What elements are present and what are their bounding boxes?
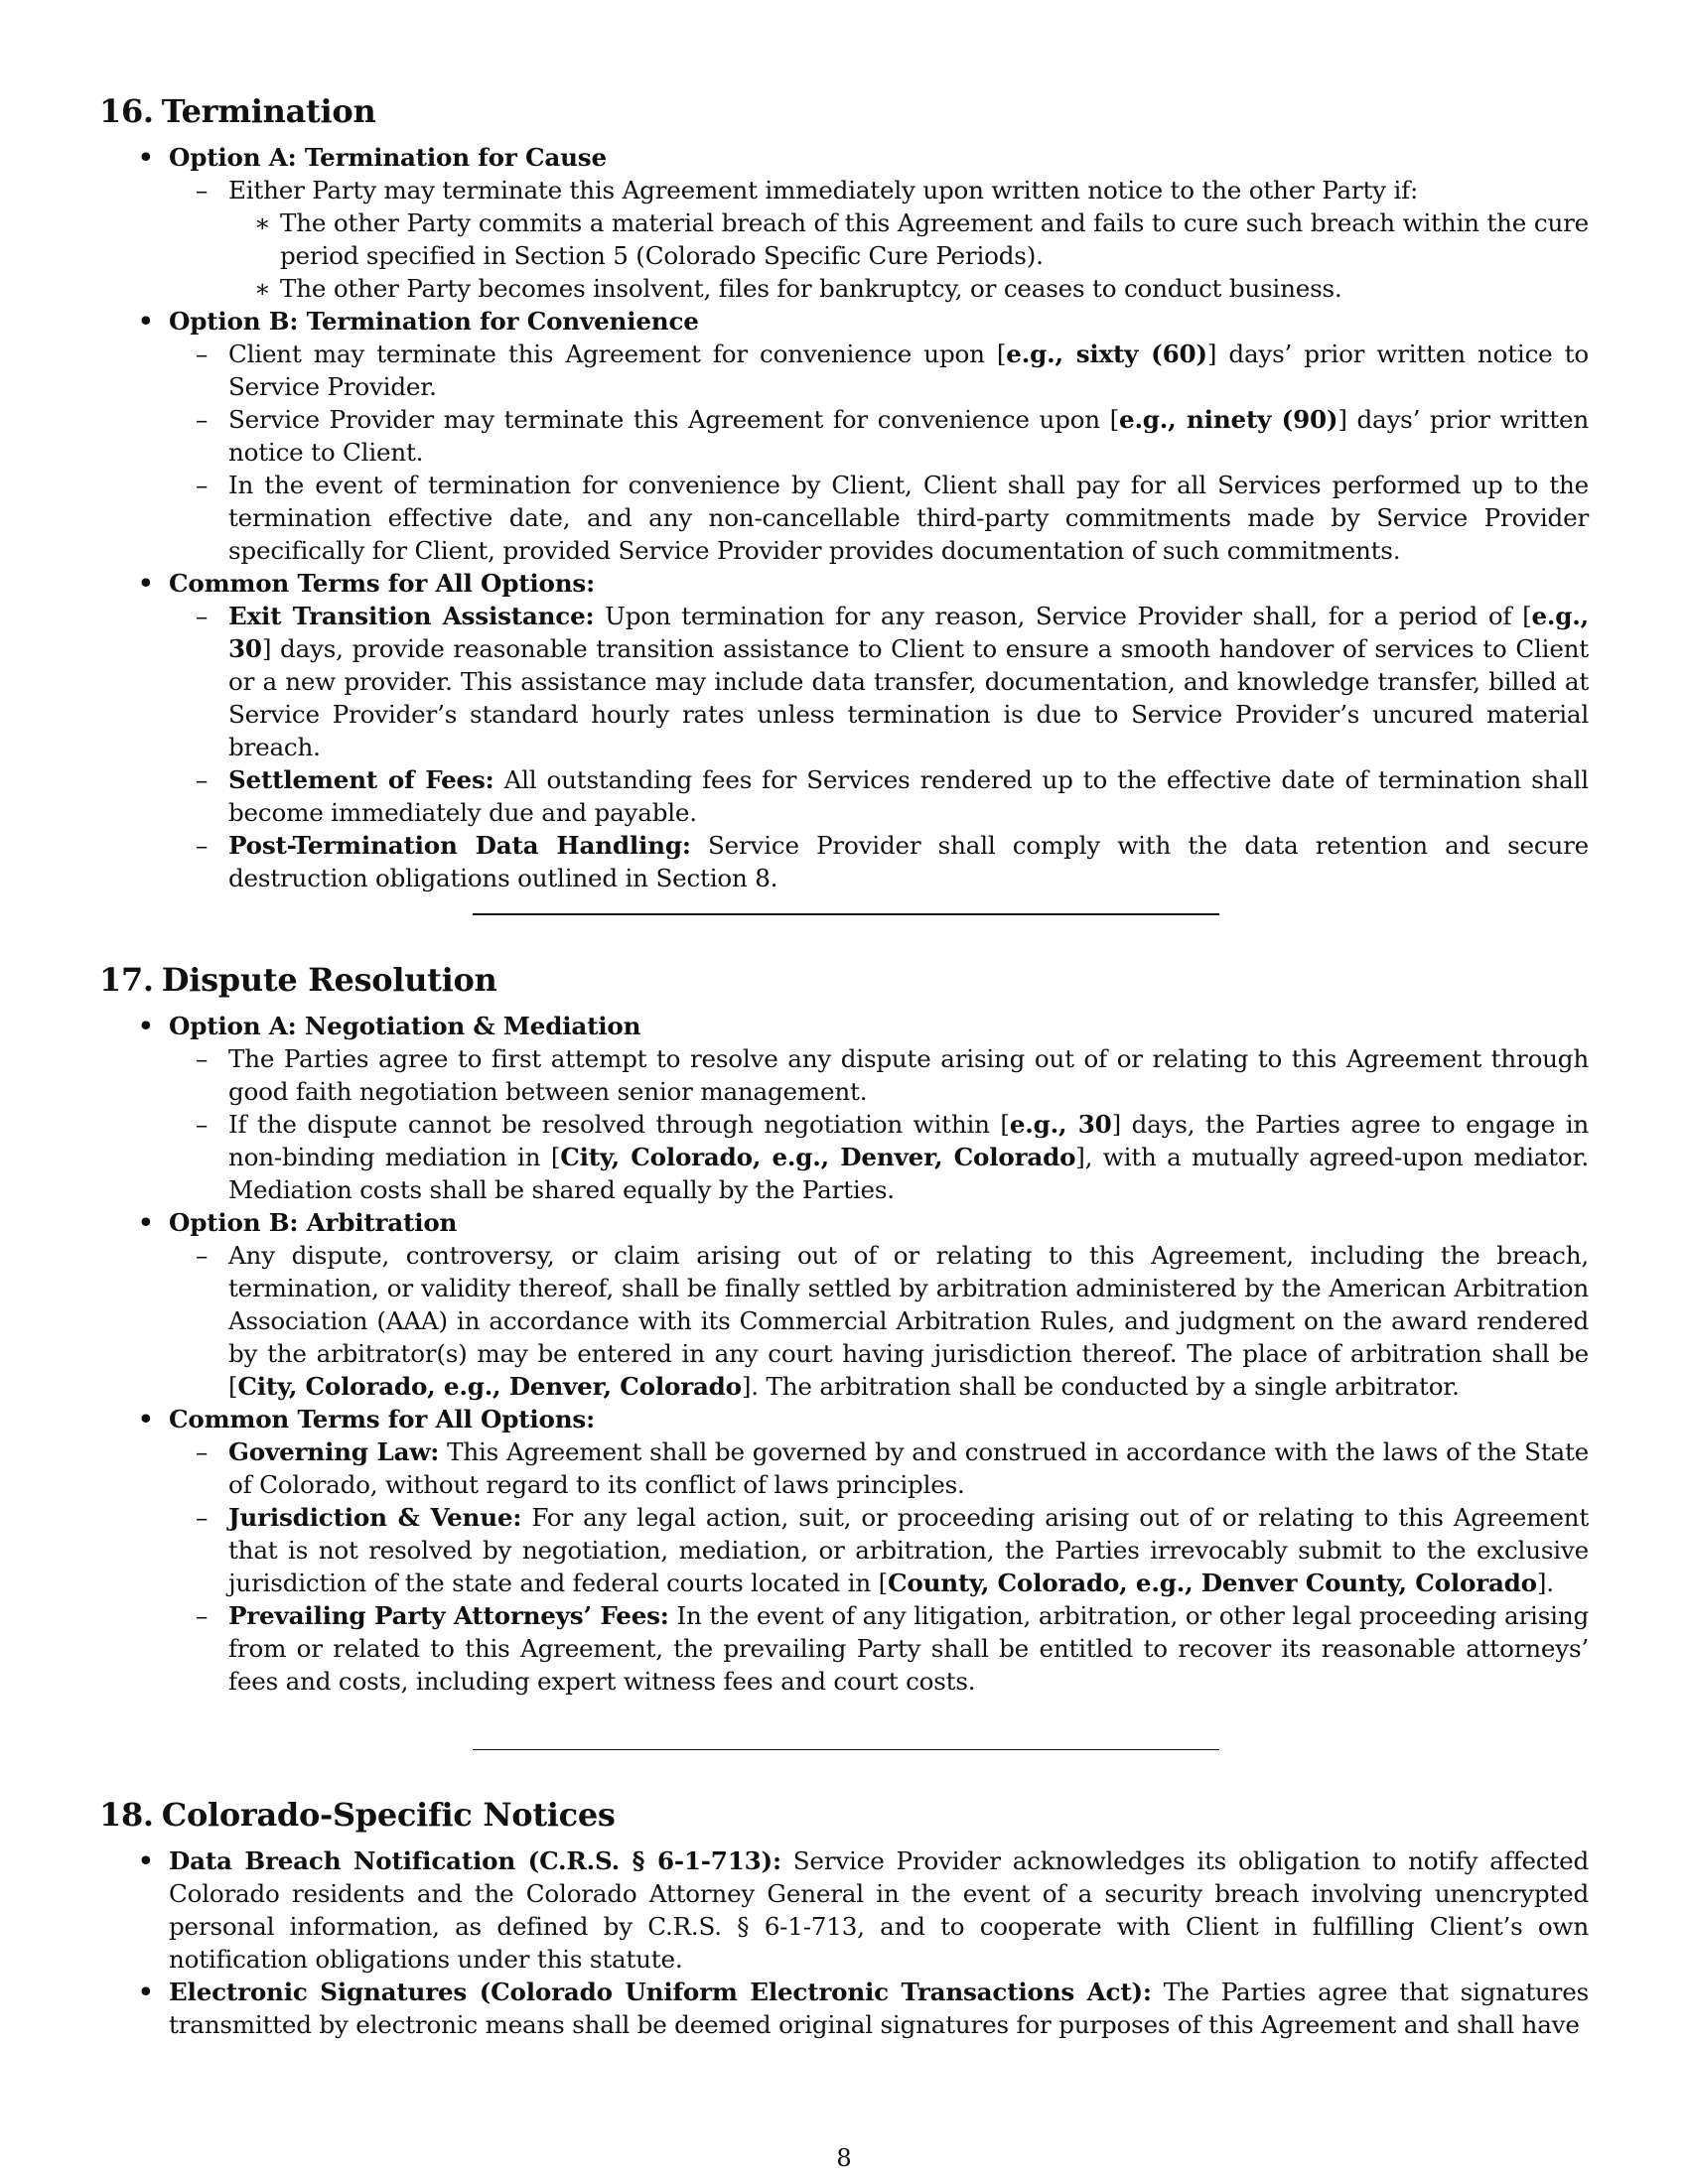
option-item: • Option A: Negotiation & Mediation – The Parties agree to first attempt to resolve any dispute arising out of or relating to this Agreement through good faith negotiation between senior management. – If the dispute cannot be resolved through negotiation within [e.g., 30] days, the Parties agree to engage in non-binding mediation in [City, Colorado, e.g., Denver, Colorado], with a mutually agreed-upon mediator. Mediation costs shall be shared equally by the Parties. bbox=[138, 1012, 1590, 1204]
option-label: Option A: Negotiation & Mediation bbox=[169, 1012, 641, 1040]
option-list bbox=[99, 141, 1589, 894]
option-item: • Common Terms for All Options: – Governing Law: This Agreement shall be governed by and construed in accordance with the laws of the State of Colorado, without regard to its conflict of laws principles. – Jurisdiction & Venue: For any legal action, suit, or proceeding arising out of or relating to this Agreement that is not resolved by negotiation, mediation, or arbitration, the Parties irrevocably submit to the exclusive jurisdiction of the state and federal courts located in [County, Colorado, e.g., Denver County, Colorado]. – Prevailing Party Attorneys’ Fees: In the event of any litigation, arbitration, or other legal proceeding arising from or related to this Agreement, the prevailing Party shall be entitled to recover its reasonable attorneys’ fees and costs, including expert witness fees and court costs. bbox=[138, 1405, 1590, 1696]
section-dispute-resolution bbox=[99, 960, 1589, 1698]
option-label: Option B: Termination for Convenience bbox=[169, 307, 699, 336]
option-label: Option B: Arbitration bbox=[169, 1208, 458, 1237]
option-item: • Option B: Arbitration – Any dispute, controversy, or claim arising out of or relating to this Agreement, including the breach, termination, or validity thereof, shall be finally settled by arbitration administered by the American Arbitration Association (AAA) in accordance with its Commercial Arbitration Rules, and judgment on the award rendered by the arbitrator(s) may be entered in any court having jurisdiction thereof. The place of arbitration shall be [City, Colorado, e.g., Denver, Colorado]. The arbitration shall be conducted by a single arbitrator. bbox=[138, 1208, 1589, 1401]
list-item: – The Parties agree to first attempt to resolve any dispute arising out of or relating to this Agreement through good faith negotiation between senior management. bbox=[196, 1044, 1589, 1106]
page-number: 8 bbox=[836, 2144, 852, 2172]
option-label: Common Terms for All Options: bbox=[169, 569, 595, 598]
notice-item: • Electronic Signatures (Colorado Uniform Electronic Transactions Act): The Parties agree that signatures transmitted by electronic means shall be deemed original signatures for purposes of this Agreement and shall have bbox=[138, 1978, 1589, 2039]
option-item: • Option A: Termination for Cause – Either Party may terminate this Agreement immediately upon written notice to the other Party if: ∗ The other Party commits a material breach of this Agreement and fails to cure such breach within the cure period specified in Section 5 (Colorado Specific Cure Periods). ∗ The other Party becomes insolvent, files for bankruptcy, or ceases to conduct business. bbox=[138, 143, 1589, 303]
section-heading: 18. Colorado-Specific Notices bbox=[99, 1796, 616, 1834]
list-item: – Service Provider may terminate this Agreement for convenience upon [e.g., ninety (90)] days’ prior written notice to Client. bbox=[196, 405, 1590, 467]
list-item: – In the event of termination for convenience by Client, Client shall pay for all Services performed up to the termination effective date, and any non-cancellable third-party commitments made by Service Provider specifically for Client, provided Service Provider provides documentation of such commitments. bbox=[196, 471, 1589, 565]
list-item: – Exit Transition Assistance: Upon termination for any reason, Service Provider shall, for a period of [e.g., 30] days, provide reasonable transition assistance to Client to ensure a smooth handover of services to Client or a new provider. This assistance may include data transfer, documentation, and knowledge transfer, billed at Service Provider’s standard hourly rates unless termination is due to Service Provider’s uncured material breach. bbox=[196, 602, 1590, 761]
notice-list bbox=[99, 1844, 1589, 2041]
list-item: – Any dispute, controversy, or claim arising out of or relating to this Agreement, including the breach, termination, or validity thereof, shall be finally settled by arbitration administered by the American Arbitration Association (AAA) in accordance with its Commercial Arbitration Rules, and judgment on the award rendered by the arbitrator(s) may be entered in any court having jurisdiction thereof. The place of arbitration shall be [City, Colorado, e.g., Denver, Colorado]. The arbitration shall be conducted by a single arbitrator. bbox=[196, 1241, 1589, 1401]
section-title: Dispute Resolution bbox=[161, 961, 497, 999]
list-item: – Either Party may terminate this Agreement immediately upon written notice to the other Party if: ∗ The other Party commits a material breach of this Agreement and fails to cure such breach within the cure period specified in Section 5 (Colorado Specific Cure Periods). ∗ The other Party becomes insolvent, files for bankruptcy, or ceases to conduct business. bbox=[196, 176, 1589, 303]
section-heading: 17. Dispute Resolution bbox=[99, 961, 497, 999]
option-label: Common Terms for All Options: bbox=[169, 1405, 595, 1433]
option-list bbox=[99, 1010, 1589, 1698]
list-item: ∗ The other Party becomes insolvent, files for bankruptcy, or ceases to conduct business. bbox=[254, 274, 1342, 303]
section-title: Colorado-Specific Notices bbox=[161, 1796, 616, 1834]
section-divider bbox=[473, 913, 1219, 915]
notice-item: • Data Breach Notification (C.R.S. § 6-1-713): Service Provider acknowledges its obligation to notify affected Colorado residents and the Colorado Attorney General in the event of a security breach involving unencrypted personal information, as defined by C.R.S. § 6-1-713, and to cooperate with Client in fulfilling Client’s own notification obligations under this statute. bbox=[138, 1846, 1590, 1974]
option-item: • Option B: Termination for Convenience – Client may terminate this Agreement for convenience upon [e.g., sixty (60)] days’ prior written notice to Service Provider. – Service Provider may terminate this Agreement for convenience upon [e.g., ninety (90)] days’ prior written notice to Client. – In the event of termination for convenience by Client, Client shall pay for all Services performed up to the termination effective date, and any non-cancellable third-party commitments made by Service Provider specifically for Client, provided Service Provider provides documentation of such commitments. bbox=[138, 307, 1590, 565]
option-item: • Common Terms for All Options: – Exit Transition Assistance: Upon termination for any reason, Service Provider shall, for a period of [e.g., 30] days, provide reasonable transition assistance to Client to ensure a smooth handover of services to Client or a new provider. This assistance may include data transfer, documentation, and knowledge transfer, billed at Service Provider’s standard hourly rates unless termination is due to Service Provider’s uncured material breach. – Settlement of Fees: All outstanding fees for Services rendered up to the effective date of termination shall become immediately due and payable. – Post-Termination Data Handling: Service Provider shall comply with the data retention and secure destruction obligations outlined in Section 8. bbox=[138, 569, 1590, 892]
section-title: Termination bbox=[161, 92, 376, 130]
list-item: ∗ The other Party commits a material breach of this Agreement and fails to cure such breach within the cure period specified in Section 5 (Colorado Specific Cure Periods). bbox=[254, 208, 1589, 270]
option-label: Option A: Termination for Cause bbox=[169, 143, 607, 172]
list-item: – Governing Law: This Agreement shall be governed by and construed in accordance with the laws of the State of Colorado, without regard to its conflict of laws principles. bbox=[196, 1437, 1590, 1499]
section-colorado-notices bbox=[99, 1795, 1589, 2041]
list-item: – Post-Termination Data Handling: Service Provider shall comply with the data retention and secure destruction obligations outlined in Section 8. bbox=[196, 831, 1589, 892]
list-item: – Settlement of Fees: All outstanding fees for Services rendered up to the effective date of termination shall become immediately due and payable. bbox=[196, 765, 1589, 827]
list-item: – Jurisdiction & Venue: For any legal action, suit, or proceeding arising out of or relating to this Agreement that is not resolved by negotiation, mediation, or arbitration, the Parties irrevocably submit to the exclusive jurisdiction of the state and federal courts located in [County, Colorado, e.g., Denver County, Colorado]. bbox=[196, 1503, 1590, 1597]
list-item: – Client may terminate this Agreement for convenience upon [e.g., sixty (60)] days’ prior written notice to Service Provider. bbox=[196, 340, 1589, 401]
section-heading: 16. Termination bbox=[99, 92, 376, 130]
section-divider bbox=[473, 1749, 1219, 1750]
section-termination bbox=[99, 91, 1589, 894]
list-item: – Prevailing Party Attorneys’ Fees: In the event of any litigation, arbitration, or other legal proceeding arising from or related to this Agreement, the prevailing Party shall be entitled to recover its reasonable attorneys’ fees and costs, including expert witness fees and court costs. bbox=[196, 1601, 1589, 1696]
list-item: – If the dispute cannot be resolved through negotiation within [e.g., 30] days, the Parties agree to engage in non-binding mediation in [City, Colorado, e.g., Denver, Colorado], with a mutually agreed-upon mediator. Mediation costs shall be shared equally by the Parties. bbox=[196, 1110, 1590, 1204]
